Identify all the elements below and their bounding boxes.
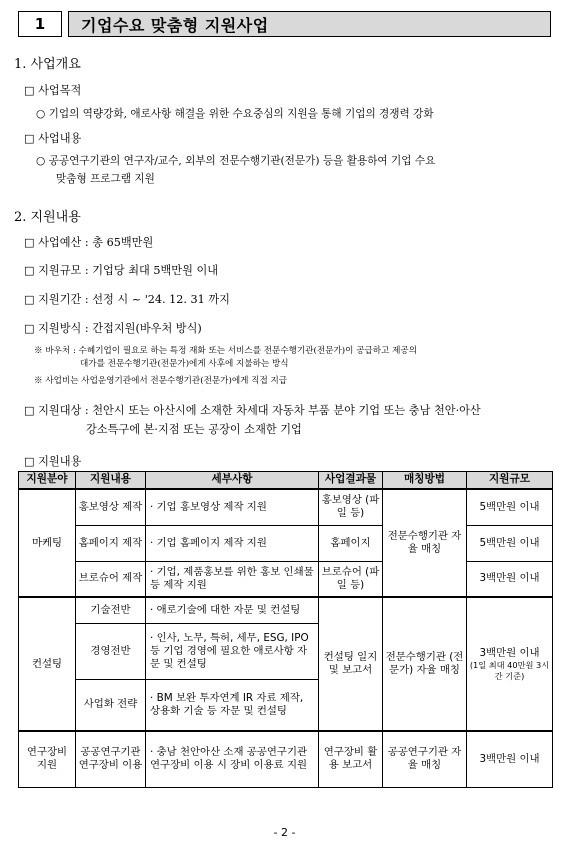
section-header bbox=[18, 11, 551, 37]
section-number: 1 bbox=[18, 11, 62, 37]
table-row bbox=[19, 525, 553, 561]
scale-cell: 5백만원 이내 bbox=[467, 525, 553, 561]
header-cell: 세부사항 bbox=[146, 472, 319, 490]
category-cell: 마케팅 bbox=[19, 489, 76, 597]
detail-cell: · 충남 천안아산 소재 공공연구기관 연구장비 이용 시 장비 이용료 지원 bbox=[146, 731, 319, 787]
page-number: - 2 - bbox=[273, 826, 296, 839]
content-cell: 브로슈어 제작 bbox=[76, 561, 146, 597]
scale-cell: 3백만원 이내 bbox=[467, 731, 553, 787]
content-cell: 홍보영상 제작 bbox=[76, 489, 146, 525]
table-row bbox=[19, 561, 553, 597]
header-cell: 매칭방법 bbox=[383, 472, 467, 490]
scale-cell bbox=[467, 597, 553, 731]
detail-cell: · 기업 홈페이지 제작 지원 bbox=[146, 525, 319, 561]
detail-cell: · 애로기술에 대한 자문 및 컨설팅 bbox=[146, 597, 319, 623]
budget-text: □ 사업예산 : 총 65백만원 bbox=[24, 236, 154, 249]
heading-overview: 1. 사업개요 bbox=[14, 57, 81, 72]
content-text-1: ○ 공공연구기관의 연구자/교수, 외부의 전문수행기관(전문가) 등을 활용하여 기업 수요 bbox=[36, 155, 436, 167]
note-voucher-2: 대가를 전문수행기관(전문가)에게 사후에 지불하는 방식 bbox=[80, 359, 289, 369]
result-cell: 홍보영상 (파일 등) bbox=[319, 489, 383, 525]
scale-text: □ 지원규모 : 기업당 최대 5백만원 이내 bbox=[24, 264, 219, 277]
target-text-1: □ 지원대상 : 천안시 또는 아산시에 소재한 차세대 자동차 부품 분야 기업 또는 충남 천안·아산 bbox=[24, 404, 481, 417]
content-label: □ 사업내용 bbox=[24, 132, 82, 145]
detail-cell: · 기업, 제품홍보를 위한 홍보 인쇄물 등 제작 지원 bbox=[146, 561, 319, 597]
result-cell: 연구장비 활용 보고서 bbox=[319, 731, 383, 787]
detail-cell: · BM 보완 투자연계 IR 자료 제작, 상용화 기술 등 자문 및 컨설팅 bbox=[146, 679, 319, 731]
detail-cell: · 기업 홍보영상 제작 지원 bbox=[146, 489, 319, 525]
scale-cell: 3백만원 이내 bbox=[467, 561, 553, 597]
scale-value: 3백만원 이내 bbox=[479, 647, 540, 660]
content-cell: 공공연구기관 연구장비 이용 bbox=[76, 731, 146, 787]
header-cell: 지원내용 bbox=[76, 472, 146, 490]
target-text-2: 강소특구에 본·지점 또는 공장이 소재한 기업 bbox=[86, 423, 302, 436]
scale-cell: 5백만원 이내 bbox=[467, 489, 553, 525]
category-cell: 컨설팅 bbox=[19, 597, 76, 731]
heading-support: 2. 지원내용 bbox=[14, 210, 81, 225]
note-payment: ※ 사업비는 사업운영기관에서 전문수행기관(전문가)에게 직접 지급 bbox=[34, 376, 288, 386]
result-cell: 컨설팅 일지 및 보고서 bbox=[319, 597, 383, 731]
table-label: □ 지원내용 bbox=[24, 455, 82, 468]
content-cell: 홈페이지 제작 bbox=[76, 525, 146, 561]
header-cell: 지원분야 bbox=[19, 472, 76, 490]
match-cell: 공공연구기관 자율 매칭 bbox=[383, 731, 467, 787]
table-header-row bbox=[19, 472, 553, 490]
content-cell: 사업화 전략 bbox=[76, 679, 146, 731]
result-cell: 브로슈어 (파일 등) bbox=[319, 561, 383, 597]
table-row bbox=[19, 731, 553, 787]
period-text: □ 지원기간 : 선정 시 ~ '24. 12. 31 까지 bbox=[24, 293, 230, 306]
section-title: 기업수요 맞춤형 지원사업 bbox=[68, 11, 551, 37]
header-cell: 지원규모 bbox=[467, 472, 553, 490]
content-text-2: 맞춤형 프로그램 지원 bbox=[56, 173, 155, 185]
category-cell: 연구장비 지원 bbox=[19, 731, 76, 787]
header-cell: 사업결과물 bbox=[319, 472, 383, 490]
method-text: □ 지원방식 : 간접지원(바우처 방식) bbox=[24, 322, 202, 335]
purpose-text: ○ 기업의 역량강화, 애로사항 해결을 위한 수요중심의 지원을 통해 기업의 경쟁력 강화 bbox=[36, 108, 434, 120]
content-cell: 기술전반 bbox=[76, 597, 146, 623]
support-table bbox=[18, 471, 553, 788]
match-cell: 전문수행기관 (전문가) 자율 매칭 bbox=[383, 597, 467, 731]
purpose-label: □ 사업목적 bbox=[24, 84, 82, 97]
table-row bbox=[19, 489, 553, 525]
table-row bbox=[19, 597, 553, 623]
content-cell: 경영전반 bbox=[76, 623, 146, 679]
match-cell: 전문수행기관 자율 매칭 bbox=[383, 489, 467, 597]
result-cell: 홈페이지 bbox=[319, 525, 383, 561]
scale-note: (1일 최대 40만원 3시간 기준) bbox=[469, 660, 550, 681]
note-voucher-1: ※ 바우처 : 수혜기업이 필요로 하는 특정 재화 또는 서비스를 전문수행기관(전문가)이 공급하고 제공의 bbox=[34, 346, 418, 356]
detail-cell: · 인사, 노무, 특허, 세무, ESG, IPO 등 기업 경영에 필요한 애로사항 자문 및 컨설팅 bbox=[146, 623, 319, 679]
